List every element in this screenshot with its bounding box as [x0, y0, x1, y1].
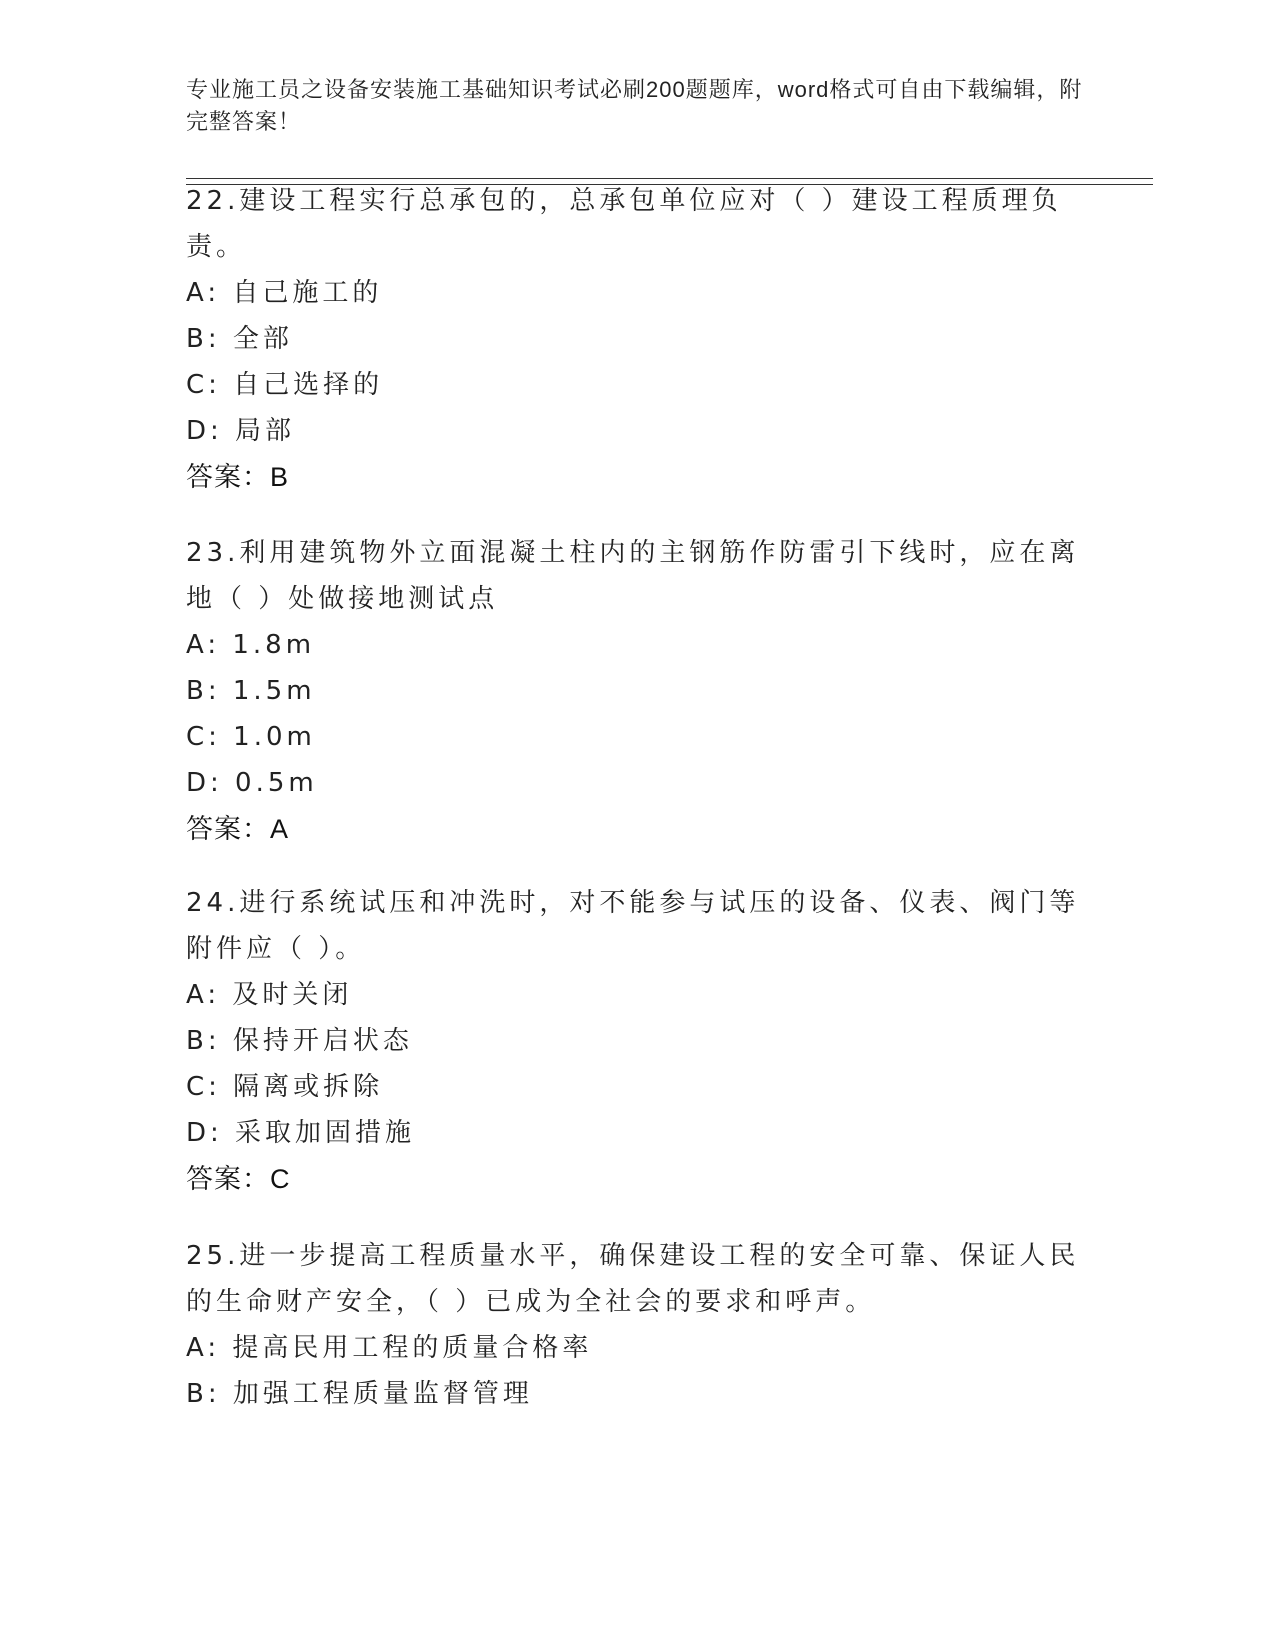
option-a: A: 提高民用工程的质量合格率	[186, 1333, 593, 1363]
option-b: B: 保持开启状态	[186, 1026, 413, 1056]
option-d: D: 局部	[186, 416, 296, 446]
option-d: D: 采取加固措施	[186, 1118, 416, 1148]
document-header: 专业施工员之设备安装施工基础知识考试必刷200题题库，word格式可自由下载编辑，附完整答案！	[186, 77, 1083, 134]
option-d: D: 0.5m	[186, 768, 318, 798]
question-text: 23.利用建筑物外立面混凝土柱内的主钢筋作防雷引下线时，应在离地（ ）处做接地测试点	[186, 538, 1080, 614]
option-c: C: 1.0m	[186, 722, 316, 752]
question-block	[186, 178, 1086, 500]
answer-line: 答案：C	[186, 1164, 291, 1194]
option-b: B: 全部	[186, 324, 293, 354]
answer-line: 答案：B	[186, 462, 290, 492]
question-text: 24.进行系统试压和冲洗时，对不能参与试压的设备、仪表、阀门等附件应（ ）。	[186, 888, 1080, 964]
answer-line: 答案：A	[186, 814, 290, 844]
question-block	[186, 1233, 1086, 1417]
question-block	[186, 530, 1086, 852]
question-text: 22.建设工程实行总承包的，总承包单位应对（ ）建设工程质理负责。	[186, 186, 1062, 262]
question-text: 25.进一步提高工程质量水平，确保建设工程的安全可靠、保证人民的生命财产安全，（ ）已成为全社会的要求和呼声。	[186, 1241, 1080, 1317]
option-b: B: 1.5m	[186, 676, 316, 706]
option-b: B: 加强工程质量监督管理	[186, 1379, 533, 1409]
option-a: A: 及时关闭	[186, 980, 353, 1010]
question-block	[186, 880, 1086, 1202]
option-c: C: 自己选择的	[186, 370, 384, 400]
option-c: C: 隔离或拆除	[186, 1072, 384, 1102]
option-a: A: 自己施工的	[186, 278, 383, 308]
option-a: A: 1.8m	[186, 630, 316, 660]
